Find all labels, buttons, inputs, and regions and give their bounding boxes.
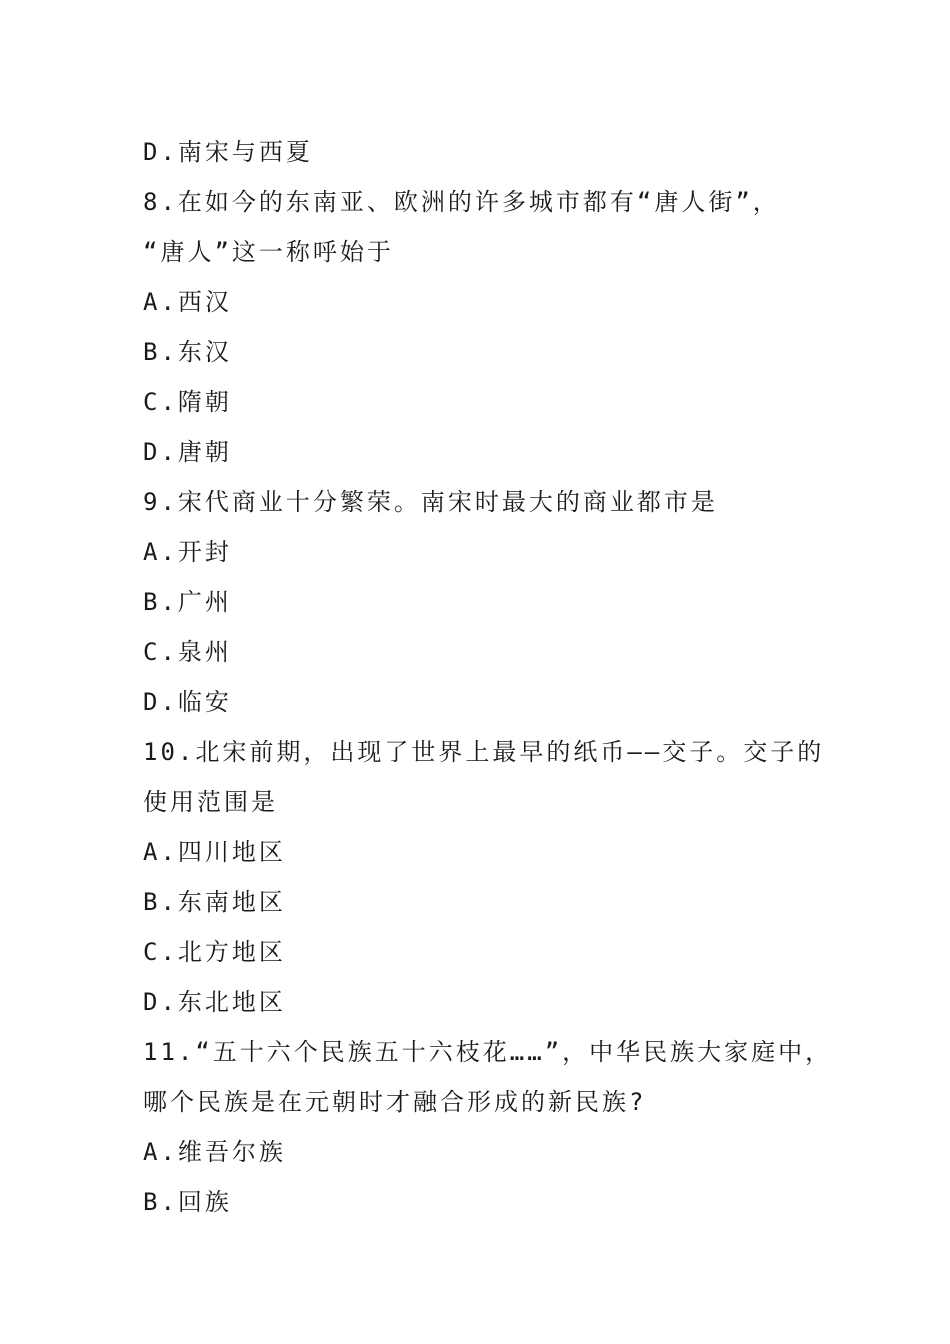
question-line: “唐人”这一称呼始于: [143, 238, 394, 266]
option-line: C.泉州: [143, 638, 232, 666]
option-line: A.维吾尔族: [143, 1138, 286, 1166]
option-line: D.南宋与西夏: [143, 138, 313, 166]
question-line: 10.北宋前期，出现了世界上最早的纸币——交子。交子的: [143, 738, 825, 766]
option-line: A.开封: [143, 538, 232, 566]
option-line: B.回族: [143, 1188, 232, 1216]
option-line: D.东北地区: [143, 988, 286, 1016]
option-line: C.北方地区: [143, 938, 286, 966]
option-line: D.临安: [143, 688, 232, 716]
option-line: D.唐朝: [143, 438, 232, 466]
option-line: B.广州: [143, 588, 232, 616]
option-line: A.四川地区: [143, 838, 286, 866]
question-line: 11.“五十六个民族五十六枝花……”，中华民族大家庭中，: [143, 1038, 833, 1066]
option-line: B.东汉: [143, 338, 232, 366]
question-line: 8.在如今的东南亚、欧洲的许多城市都有“唐人街”，: [143, 188, 780, 216]
question-line: 9.宋代商业十分繁荣。南宋时最大的商业都市是: [143, 488, 718, 516]
option-line: C.隋朝: [143, 388, 232, 416]
question-text-block: [143, 127, 843, 1227]
question-line: 哪个民族是在元朝时才融合形成的新民族?: [143, 1088, 647, 1116]
option-line: B.东南地区: [143, 888, 286, 916]
question-line: 使用范围是: [143, 788, 278, 816]
option-line: A.西汉: [143, 288, 232, 316]
